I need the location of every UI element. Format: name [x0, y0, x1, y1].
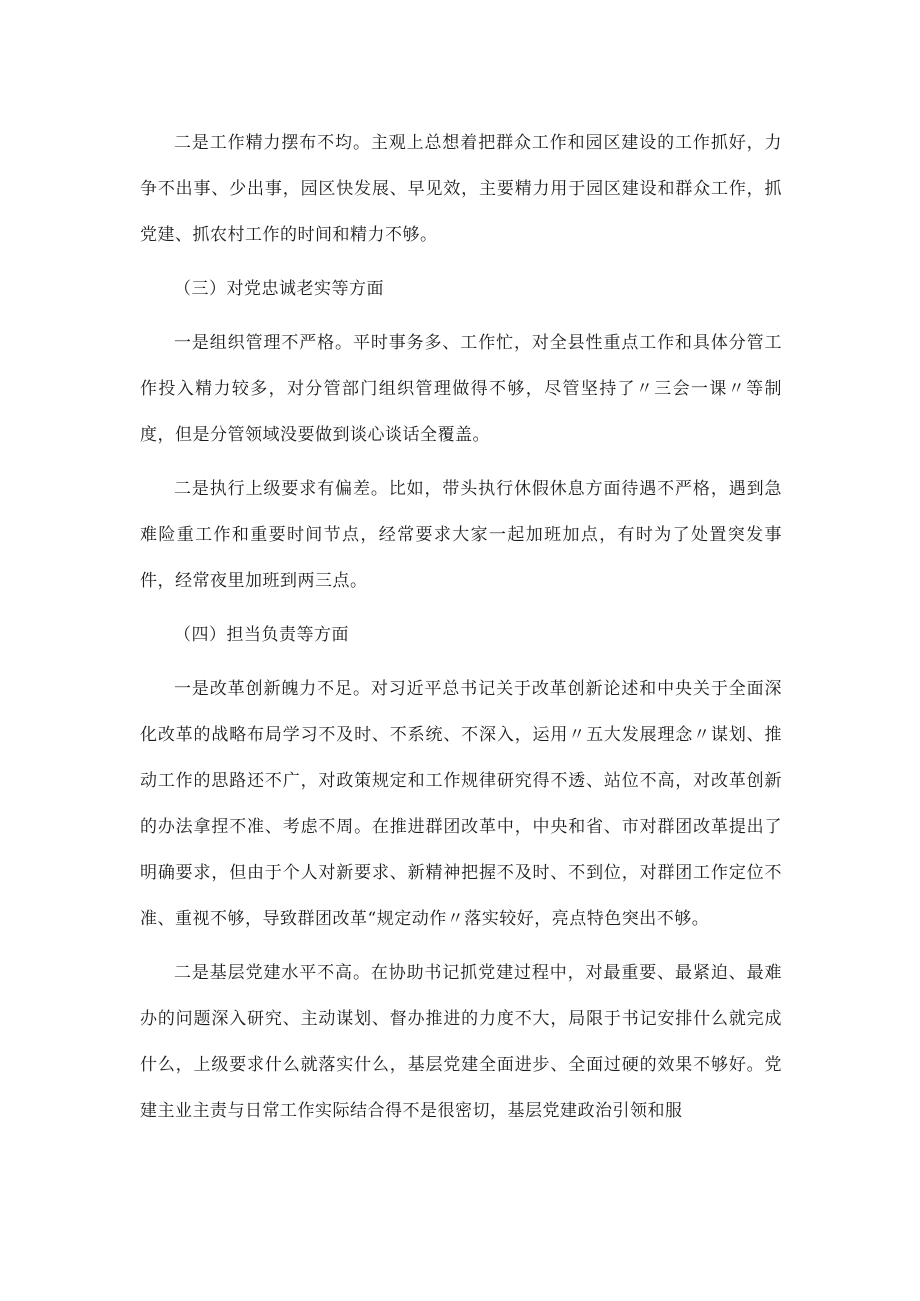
paragraph-execution-deviation: 二是执行上级要求有偏差。比如，带头执行休假休息方面待遇不严格，遇到急难险重工作和重要时间节点，经常要求大家一起加班加点，有时为了处置突发事件，经常夜里加班到两三点。 — [140, 479, 782, 591]
section-heading-3: （三）对党忠诚老实等方面 — [174, 279, 384, 299]
paragraph-grassroots-party: 二是基层党建水平不高。在协助书记抓党建过程中，对最重要、最紧迫、最难办的问题深入研究、主动谋划、督办推进的力度不大，局限于书记安排什么就完成什么，上级要求什么就落实什么，基层党建全面进步、全面过硬的效果不够好。党建主业主责与日常工作实际结合得不是很密切，基层党建政治引领和服 — [140, 963, 782, 1121]
paragraph-reform-innovation: 一是改革创新魄力不足。对习近平总书记关于改革创新论述和中央关于全面深化改革的战略布局学习不及时、不系统、不深入，运用〃五大发展理念〃谋划、推动工作的思路还不广，对政策规定和工作规律研究得不透、站位不高，对改革创新的办法拿捏不准、考虑不周。在推进群团改革中，中央和省、市对群团改革提出了明确要求，但由于个人对新要求、新精神把握不及时、不到位，对群团工作定位不准、重视不够，导致群团改革“规定动作〃落实较好，亮点特色突出不够。 — [140, 679, 782, 929]
document-page — [140, 120, 782, 1134]
paragraph-work-energy: 二是工作精力摆布不均。主观上总想着把群众工作和园区建设的工作抓好，力争不出事、少出事，园区快发展、早见效，主要精力用于园区建设和群众工作，抓党建、抓农村工作的时间和精力不够。 — [140, 133, 782, 245]
paragraph-org-management: 一是组织管理不严格。平时事务多、工作忙，对全县性重点工作和具体分管工作投入精力较多，对分管部门组织管理做得不够，尽管坚持了〃三会一课〃等制度，但是分管领域没要做到谈心谈话全覆盖。 — [140, 333, 782, 445]
section-heading-4: （四）担当负责等方面 — [174, 625, 349, 645]
